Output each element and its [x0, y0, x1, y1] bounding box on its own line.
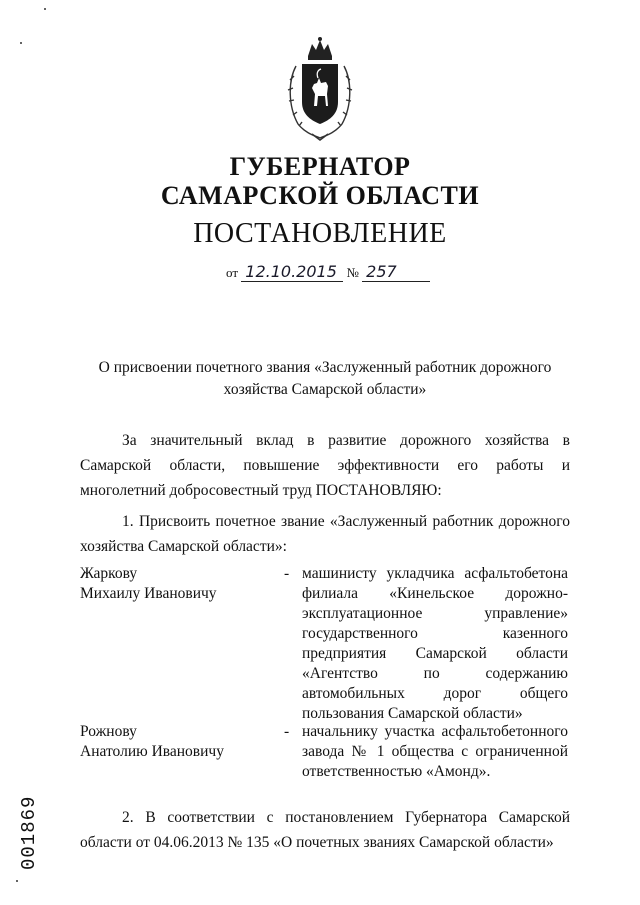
crown-icon	[308, 37, 332, 60]
awardee-name: Жаркову Михаилу Ивановичу	[80, 565, 217, 602]
document-type: ПОСТАНОВЛЕНИЕ	[193, 218, 447, 249]
item-2-paragraph: 2. В соответствии с постановлением Губернатора Самарской области от 04.06.2013 № 135 «О почетных званиях Самарской области»	[80, 809, 570, 851]
date-prefix: от	[226, 265, 239, 280]
coat-of-arms-emblem	[284, 36, 356, 146]
preamble-paragraph: За значительный вклад в развитие дорожного хозяйства в Самарской области, повышение эффективности его работы и многолетний добросовестный труд ПОСТАНОВЛЯЮ:	[80, 432, 570, 499]
scan-speck	[16, 880, 18, 882]
document-date: 12.10.2015	[241, 262, 343, 282]
awardee-dash: -	[284, 723, 290, 740]
scan-speck	[20, 42, 22, 44]
issuer-title-line1: ГУБЕРНАТОР	[229, 152, 411, 181]
awardee-dash: -	[284, 565, 290, 582]
document-subject: О присвоении почетного звания «Заслуженный работник дорожного хозяйства Самарской области»	[98, 359, 552, 398]
dateline	[226, 262, 430, 282]
awardee-description: начальнику участка асфальтобетонного завода № 1 общества с ограниченной ответственностью «Амонд».	[302, 723, 568, 780]
item-1-paragraph: 1. Присвоить почетное звание «Заслуженный работник дорожного хозяйства Самарской области»:	[80, 513, 570, 555]
side-serial-number: 001869	[18, 795, 40, 870]
scan-speck	[44, 8, 46, 10]
issuer-title-line2: САМАРСКОЙ ОБЛАСТИ	[160, 181, 480, 210]
number-sign: №	[346, 265, 359, 280]
document-number: 257	[362, 262, 430, 282]
awardee-description: машинисту укладчика асфальтобетона филиала «Кинельское дорожно-эксплуатационное управление» государственного казенного предприятия Самарской области «Агентство по содержанию автомобильных дорог общего пользования Самарской области»	[302, 565, 568, 722]
awardee-name: Рожнову Анатолию Ивановичу	[80, 723, 224, 760]
shield-icon	[302, 64, 338, 124]
